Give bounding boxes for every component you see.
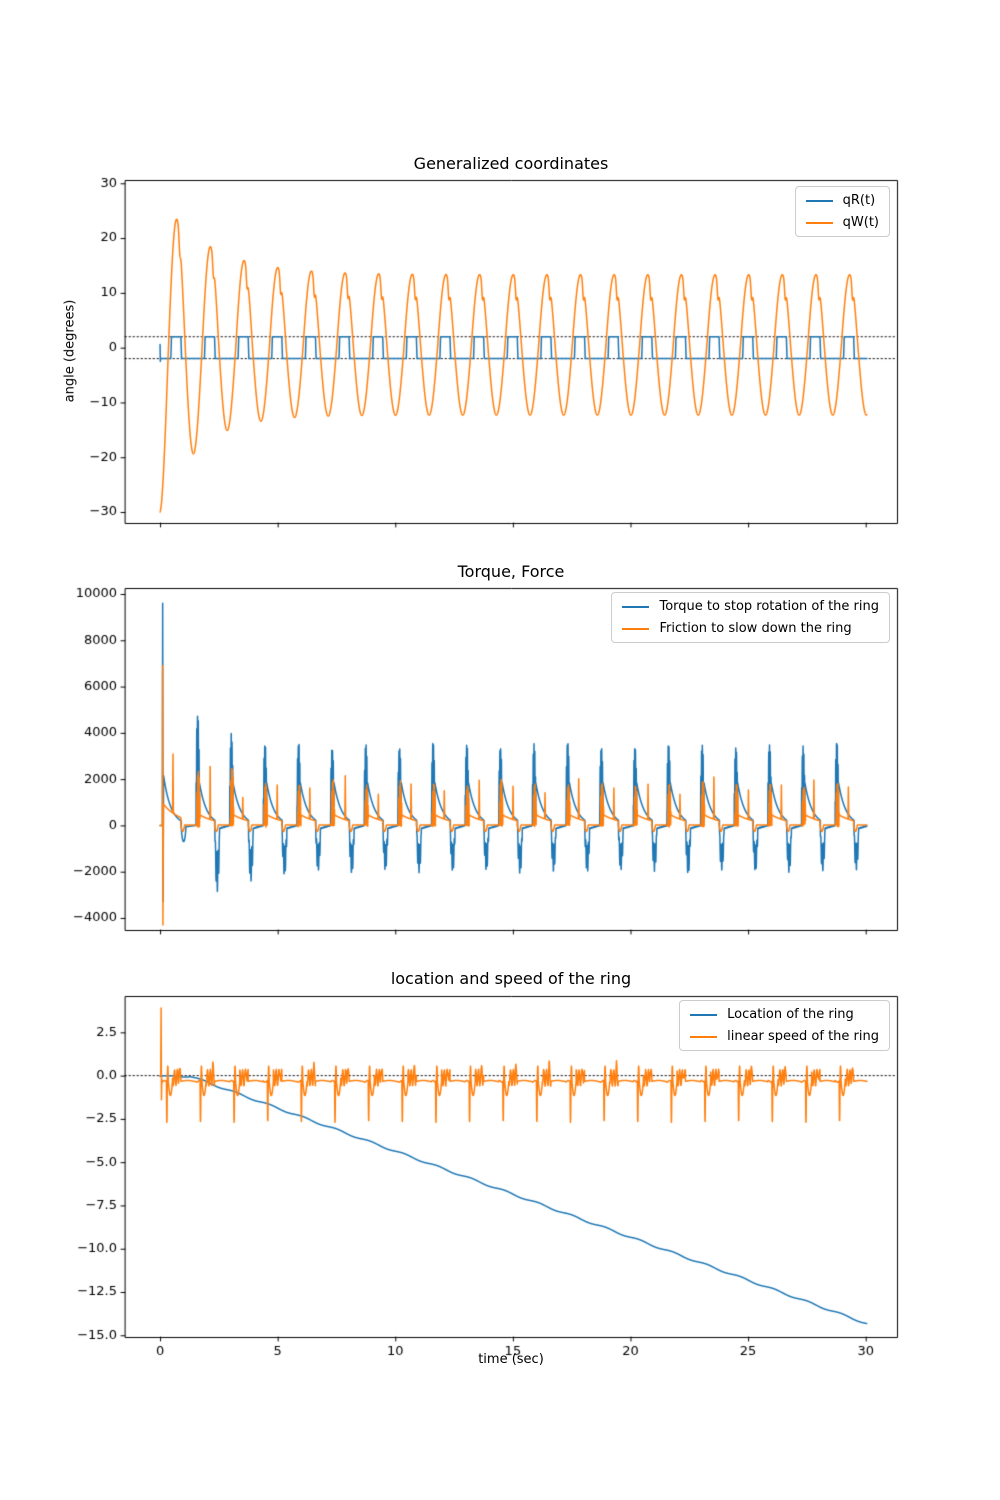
legend-item: [622, 621, 879, 636]
legend-label: Location of the ring: [727, 1007, 854, 1022]
legend-label: linear speed of the ring: [727, 1029, 879, 1044]
legend-item: [690, 1007, 879, 1022]
legend-item: [806, 215, 879, 230]
legend-label: qW(t): [842, 215, 879, 230]
chart1-ylabel: angle (degrees): [62, 299, 78, 403]
chart3-legend: [679, 1000, 890, 1051]
line-swatch-orange: [622, 628, 649, 630]
chart1-legend: [795, 186, 890, 237]
legend-item: [806, 193, 879, 208]
legend-label: Torque to stop rotation of the ring: [659, 599, 879, 614]
chart3-title: location and speed of the ring: [390, 969, 632, 988]
line-swatch-blue: [622, 606, 649, 608]
chart3-xlabel: time (sec): [478, 1352, 544, 1367]
chart1-title: Generalized coordinates: [413, 154, 609, 173]
line-swatch-blue: [690, 1014, 717, 1016]
legend-item: [622, 599, 879, 614]
chart2-legend: [611, 592, 890, 643]
line-swatch-orange: [806, 222, 833, 224]
chart2-title: Torque, Force: [457, 562, 565, 581]
legend-label: qR(t): [842, 193, 876, 208]
legend-item: [690, 1029, 879, 1044]
line-swatch-orange: [690, 1036, 717, 1038]
legend-label: Friction to slow down the ring: [659, 621, 852, 636]
line-swatch-blue: [806, 200, 833, 202]
